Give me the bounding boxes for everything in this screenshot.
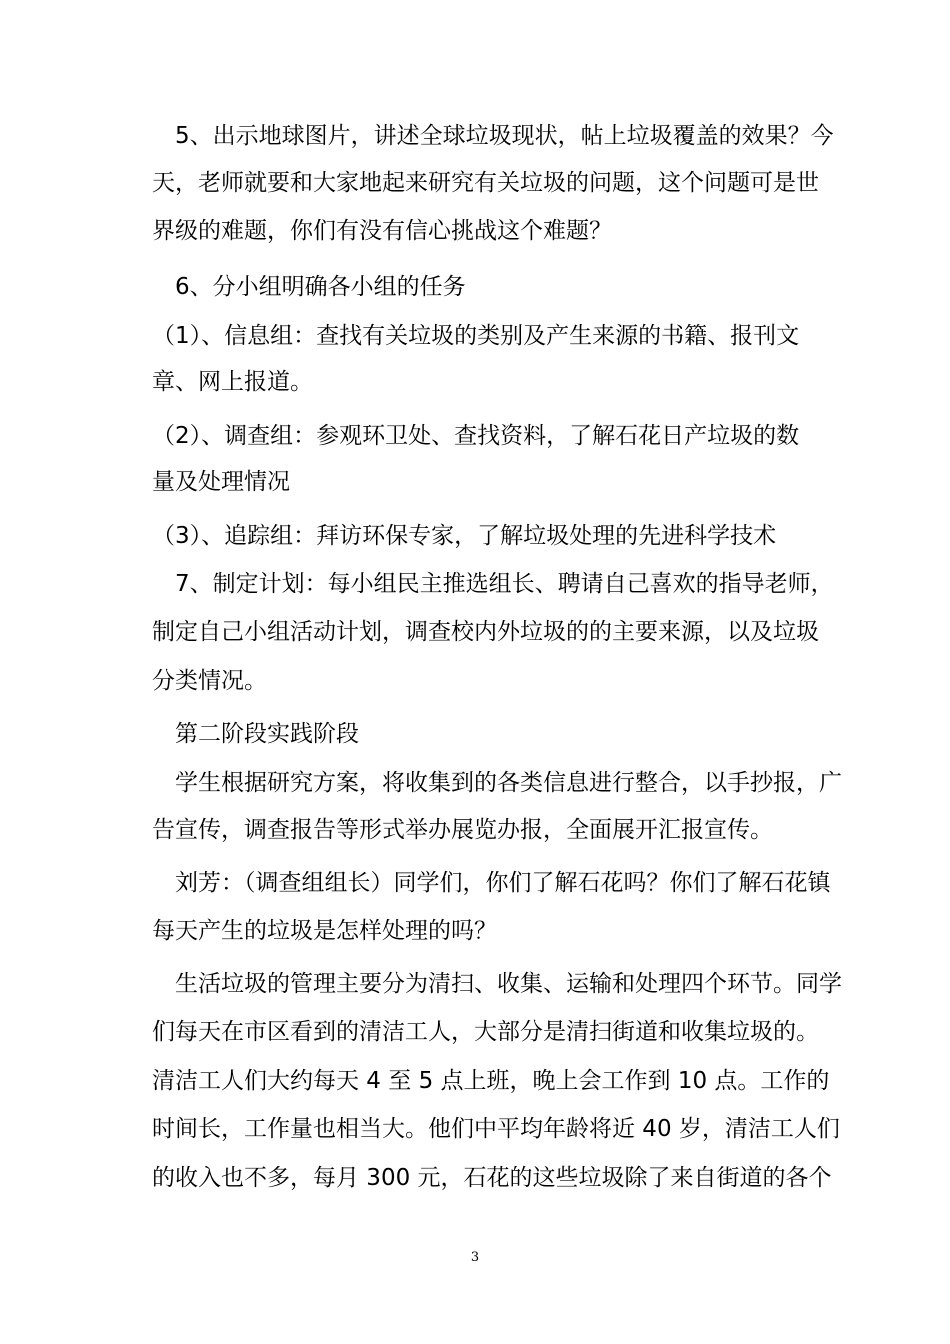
- text-line: 刘芳：（调查组组长）同学们，你们了解石花吗？你们了解石花镇: [152, 870, 831, 896]
- text-line: 分类情况。: [152, 668, 267, 694]
- text-line: 制定自己小组活动计划，调查校内外垃圾的的主要来源，以及垃圾: [152, 619, 819, 645]
- text-line: 生活垃圾的管理主要分为清扫、收集、运输和处理四个环节。同学: [152, 971, 842, 997]
- text-line: （1）、信息组：查找有关垃圾的类别及产生来源的书籍、报刊文: [152, 323, 800, 349]
- text-line: 们每天在市区看到的清洁工人，大部分是清扫街道和收集垃圾的。: [152, 1019, 819, 1045]
- page-number: 3: [470, 1250, 480, 1265]
- text-line: 天，老师就要和大家地起来研究有关垃圾的问题，这个问题可是世: [152, 170, 819, 196]
- text-line: （2）、调查组：参观环卫处、查找资料，了解石花日产垃圾的数: [152, 423, 800, 449]
- text-line: 量及处理情况: [152, 469, 290, 495]
- text-line: 学生根据研究方案，将收集到的各类信息进行整合，以手抄报，广: [152, 770, 842, 796]
- text-line: 界级的难题，你们有没有信心挑战这个难题？: [152, 218, 612, 244]
- text-line: 6、分小组明确各小组的任务: [152, 274, 466, 300]
- text-line: 的收入也不多，每月 300 元，石花的这些垃圾除了来自街道的各个: [152, 1165, 832, 1191]
- text-line: 告宣传，调查报告等形式举办展览办报，全面展开汇报宣传。: [152, 817, 773, 843]
- text-line: 时间长，工作量也相当大。他们中平均年龄将近 40 岁，清洁工人们: [152, 1116, 840, 1142]
- text-line: 每天产生的垃圾是怎样处理的吗？: [152, 918, 497, 944]
- text-line: 7、制定计划：每小组民主推选组长、聘请自己喜欢的指导老师，: [152, 571, 834, 597]
- text-line: 清洁工人们大约每天 4 至 5 点上班，晚上会工作到 10 点。工作的: [152, 1068, 830, 1094]
- text-line: （3）、追踪组：拜访环保专家，了解垃圾处理的先进科学技术: [152, 523, 777, 549]
- text-line: 第二阶段实践阶段: [152, 721, 359, 747]
- text-line: 5、出示地球图片，讲述全球垃圾现状，帖上垃圾覆盖的效果？今: [152, 123, 834, 149]
- text-line: 章、网上报道。: [152, 369, 313, 395]
